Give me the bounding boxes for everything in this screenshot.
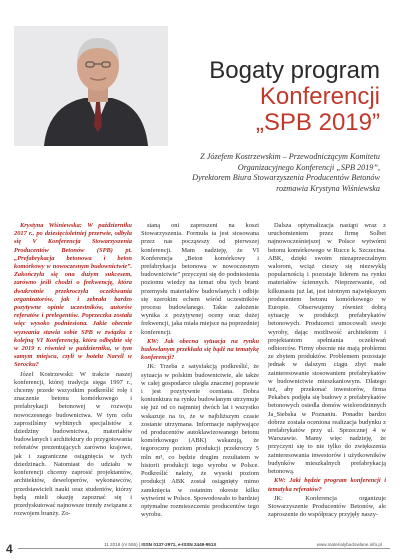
website-link[interactable]: www.materialybudowlane.info.pl — [316, 542, 382, 547]
page-number: 4 — [6, 542, 13, 556]
question-paragraph: KW: Jak obecna sytuacja na rynku budowlanym przekłada się bądź na tematykę konferencji? — [141, 337, 259, 362]
lead-line: Organizacyjnego Konferencji „SPB 2019”, — [237, 162, 380, 172]
body-paragraph: Józef Kostrzewski: W trakcie naszej konferencji, której tradycja sięga 1997 r., chcemy przede wszystkim podkreślić rolę i znaczenie betonu komórkowego i prefabrykacji betonowej w rozwoju nowoczesnego budownictwa. W tym celu zaprosiliśmy wybitnych specjalistów z dziedziny budownictwa, materiałów budowlanych i architektury do przygotowania referatów prezentujących zarówno krajowe, jak i zagraniczne osiągnięcia w tych dziedzinach. Natomiast do udziału w konferencji chcemy zaprosić projektantów, architektów, deweloperów, wykonawców, przedstawicieli nauki oraz studentów, którzy będą mieli okazję zapoznać się i przedyskutować najnowsze trendy związane z rozwojem branży. Zo- — [14, 370, 132, 518]
footer-divider — [18, 548, 390, 549]
lead-line: rozmawia Krystyna Wiśniewska — [276, 183, 380, 193]
article-lead — [148, 152, 380, 194]
text-column-1 — [14, 222, 132, 528]
body-paragraph: JK: Konferencja organizuje Stowarzyszenie Producentów Betonów, ale zaproszenie do współpracy przyjęły naszy- — [268, 494, 386, 519]
title-line-3: „SPB 2019” — [255, 109, 380, 136]
title-line-1: Bogaty program — [209, 57, 380, 84]
title-line-2: Konferencji — [259, 83, 380, 110]
question-paragraph: KW: Jaki będzie program konferencji i tematyka referatów? — [268, 477, 386, 493]
lead-line: Z Józefem Kostrzewskim – Przewodniczącym Komitetu — [200, 152, 380, 161]
footer-meta: 11 2018 (nr 555) | ISSN 0137-2971, e-ISSN 2449-951X — [104, 542, 217, 547]
issue-info: 11 2018 (nr 555) — [104, 542, 138, 547]
text-column-2 — [141, 222, 259, 528]
article-title — [209, 58, 380, 136]
page-footer — [0, 540, 400, 560]
body-paragraph: Dalsza optymalizacja nastąpi wraz z uruchomieniem przez firmę Solbet najnowocześniejszej w Polsce wytwórni betonu komórkowego w Rucce k. Szczecina. ABK, dzięki swoim niezaprzeczalnym walorom, wciąż cieszy się niezwykłą popularnością i pozostaje liderem na rynku materiałów ściennych. Nieprzerwanie, od kilkunastu już lat, jest istotnym największym producentem betonu komórkowego w Europie. Obserwujemy również dobrą sytuację w produkcji prefabrykatów betonowych. Producenci umocowali swoje wyroby, dając możliwość architektom i projektantom spełniania oczekiwań odbiorców. Firmy obecnie nie mają problemu ze zbytem produktów. Problemem pozostaje jednak w dalszym ciągu zbyt małe zainteresowanie stosowaniem prefabrykatów w budownictwie mieszkaniowym. Dlatego też, aby przekonać inwestorów, firma Pekabex podjęła się budowy z prefabrykatów betonowych osiedla domów wielorodzinnych Ja_Siebska w Poznaniu. Ponadto bardzo dobrze została oceniona realizacja budynku z prefabrykatów przy ul. Sprzecznej 4 w Warszawie. Mamy więc nadzieję, że przyczyni się to nie tylko do zwiększenia zainteresowania inwestorów i użytkowników budynków mieszkalnych prefabrykacją betonową. — [268, 222, 386, 476]
issn-info: ISSN 0137-2971, e-ISSN 2449-951X — [141, 542, 217, 547]
question-paragraph: Krystyna Wiśniewska: W październiku 2017 r., po dziesięcioletniej przerwie, odbyła się V Konferencja Stowarzyszenia Producentów Betonów (SPB) pt. „Prefabrykacja betonowa i beton komórkowy w nowoczesnym budownictwie”. Zakończyła się ona dużym sukcesem, zarówno jeśli chodzi o frekwencję, która dwukrotnie przekroczyła oczekiwania organizatorów, jak i zebrała bardzo pozytywne opinie uczestników, autorów referatów i prelegentów. Poprzeczka została więc wysoko podniesiona. Jakie obecnie wyzwania stawia sobie SPB w związku z kolejną VI Konferencją, która odbędzie się w 2019 r. również w październiku, w tym samym miejscu, czyli w hotelu Narvil w Serocku? — [14, 222, 132, 369]
portrait-photo — [14, 26, 168, 146]
lead-line: Dyrektorem Biura Stowarzyszenia Producentów Betonów — [192, 173, 380, 183]
body-paragraph: JK: Trzeba z satysfakcją podkreślić, że sytuacja w polskim budownictwie, ale także w całej gospodarce uległa znacznej poprawie i jest pozytywnie oceniana. Dobra koniunktura na rynku budowlanym utrzymuje się już od co najmniej dwóch lat i wszystko wskazuje na to, że w najbliższym czasie zostanie utrzymana. Informacje napływające od producentów autoklawizowanego betonu komórkowego (ABK) wskazują, że tegoroczny poziom produkcji przekroczy 5 mln m³, co będzie drugim rezultatem w historii produkcji tego wyrobu w Polsce. Podkreślić należy, że wysoki poziom produkcji ABK został osiągnięty mimo zamknięcia w ostatnim okresie kilku wytwórni w Polsce. Spowodowało to bardziej optymalne rozmieszczenie producentów tego wyrobu. — [141, 363, 259, 519]
text-column-3 — [268, 222, 386, 528]
body-paragraph: staną oni zaproszeni na koszt Stowarzyszenia. Formuła ta jest stosowana przez nas począwszy od pierwszej konferencji. Mam nadzieję, że VI Konferencja „Beton komórkowy i prefabrykacja betonowa w nowoczesnym budownictwie” przyczyni się do podniesienia poziomu wiedzy na temat obu tych branż przemysłu materiałów budowlanych i odbije się szerokim echem wśród uczestników procesu budowlanego. Takie założenie wynika z pozytywnej oceny oraz dużej frekwencji, jaka miała miejsce na poprzedniej konferencji. — [141, 222, 259, 336]
